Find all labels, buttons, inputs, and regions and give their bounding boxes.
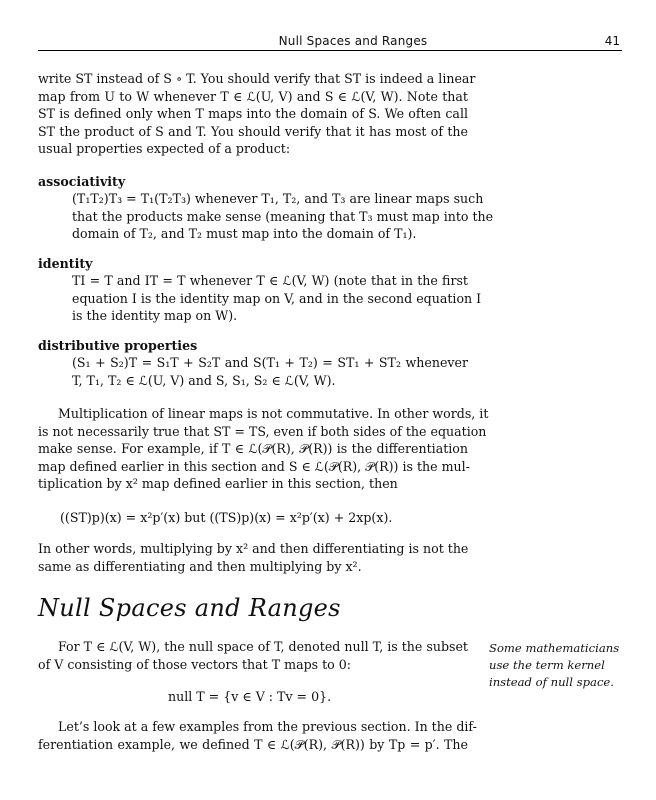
text-line: is not necessarily true that ST = TS, even if both sides of the equation: [38, 423, 487, 439]
section-heading: Null Spaces and Ranges: [38, 594, 341, 622]
text-line: make sense. For example, if T ∈ ℒ(𝒫(R), 𝒫(R)) is the differentiation: [38, 441, 468, 457]
text-line: ST the product of S and T. You should verify that it has most of the: [38, 123, 468, 139]
text-line: ST is defined only when T maps into the domain of S. We often call: [38, 106, 468, 122]
text-line: of V consisting of those vectors that T maps to 0:: [38, 656, 352, 672]
text-line: that the products make sense (meaning that T₃ must map into the: [72, 208, 494, 224]
text-line: same as differentiating and then multiplying by x².: [38, 558, 362, 574]
text-line: In other words, multiplying by x² and then differentiating is not the: [38, 541, 469, 556]
text-line: T, T₁, T₂ ∈ ℒ(U, V) and S, S₁, S₂ ∈ ℒ(V, W).: [72, 372, 336, 388]
margin-note-line: use the term kernel: [489, 658, 605, 673]
text-line: tiplication by x² map defined earlier in this section, then: [38, 476, 398, 492]
text-line: map defined earlier in this section and S ∈ ℒ(𝒫(R), 𝒫(R)) is the mul-: [38, 458, 470, 474]
text-line: map from U to W whenever T ∈ ℒ(U, V) and S ∈ ℒ(V, W). Note that: [38, 88, 468, 104]
text-line: Let’s look at a few examples from the previous section. In the dif-: [58, 719, 477, 734]
property-title-associativity: associativity: [38, 174, 126, 189]
examples-paragraph: [38, 718, 477, 753]
text-line: ferentiation example, we defined T ∈ ℒ(𝒫(R), 𝒫(R)) by Tp = p′. The: [38, 736, 468, 752]
margin-note: [489, 640, 629, 692]
commutativity-paragraph: [38, 405, 489, 493]
equation-st-ts: ((ST)p)(x) = x²p′(x) but ((TS)p)(x) = x²p′(x) + 2xp(x).: [60, 510, 393, 525]
page-number: 41: [604, 34, 620, 48]
text-line: (S₁ + S₂)T = S₁T + S₂T and S(T₁ + T₂) = ST₁ + ST₂ whenever: [72, 355, 468, 370]
equation-null-space: null T = {v ∈ V : Tv = 0}.: [168, 689, 332, 704]
text-line: TI = T and IT = T whenever T ∈ ℒ(V, W) (note that in the first: [72, 273, 468, 288]
property-body-distributive: [72, 354, 468, 389]
running-header: [38, 30, 622, 51]
text-line: Multiplication of linear maps is not commutative. In other words, it: [58, 406, 489, 421]
property-title-distributive: distributive properties: [38, 338, 198, 353]
margin-note-line: instead of null space.: [489, 675, 614, 690]
text-line: (T₁T₂)T₃ = T₁(T₂T₃) whenever T₁, T₂, and T₃ are linear maps such: [72, 191, 484, 206]
property-title-identity: identity: [38, 256, 93, 271]
text-line: domain of T₂, and T₂ must map into the domain of T₁).: [72, 226, 417, 242]
text-line: usual properties expected of a product:: [38, 141, 291, 157]
margin-note-line: Some mathematicians: [489, 641, 620, 655]
property-body-associativity: [72, 190, 494, 243]
null-space-definition: [38, 638, 468, 673]
text-line: is the identity map on W).: [72, 308, 238, 324]
text-line: equation I is the identity map on V, and in the second equation I: [72, 290, 482, 306]
conclusion-paragraph: [38, 540, 468, 575]
text-line: For T ∈ ℒ(V, W), the null space of T, denoted null T, is the subset: [58, 639, 468, 654]
running-title: Null Spaces and Ranges: [278, 34, 428, 48]
intro-paragraph: [38, 70, 476, 158]
property-body-identity: [72, 272, 482, 325]
text-line: write ST instead of S ∘ T. You should verify that ST is indeed a linear: [38, 71, 476, 86]
